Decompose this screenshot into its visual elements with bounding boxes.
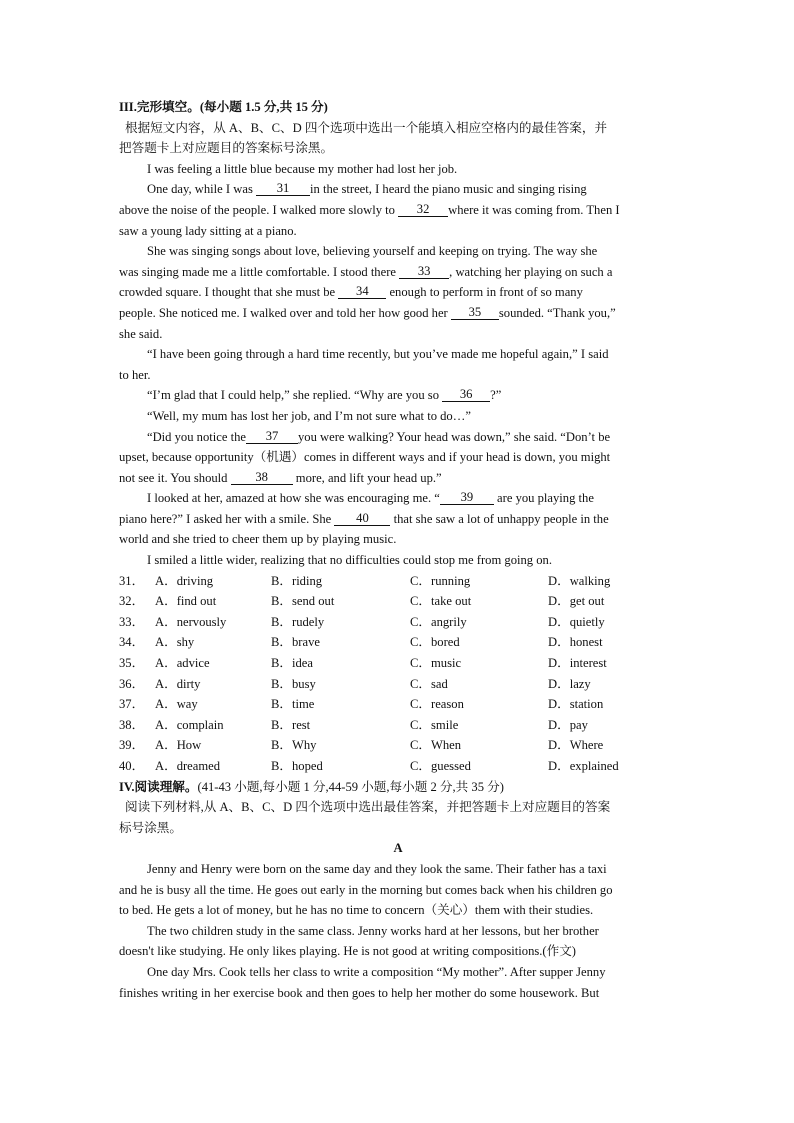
section-4-instruction-line-1: 阅读下列材料,从 A、B、C、D 四个选项中选出最佳答案，并把答题卡上对应题目的答案 <box>125 800 611 815</box>
option-d: D．walking <box>548 573 611 588</box>
passage-line: people. She noticed me. I walked over and told her how good her 35 sounded. “Thank you,” <box>119 304 616 320</box>
option-a: A．find out <box>155 594 217 609</box>
option-d: D．honest <box>548 635 603 650</box>
passage-line: above the noise of the people. I walked more slowly to 32 where it was coming from. Then I <box>119 201 620 217</box>
option-row-40: 40． A．dreamed B．hoped C．guessed D．explained <box>119 756 677 777</box>
option-c: C．reason <box>410 697 464 712</box>
option-c: C．take out <box>410 594 472 609</box>
option-b: B．idea <box>271 656 313 671</box>
blank-34: 34 <box>338 284 386 299</box>
option-c: C．bored <box>410 635 460 650</box>
option-a: A．driving <box>155 573 214 588</box>
blank-35: 35 <box>451 305 499 320</box>
option-a: A．shy <box>155 635 195 650</box>
option-b: B．time <box>271 697 315 712</box>
option-b: B．brave <box>271 635 320 650</box>
option-d: D．station <box>548 697 604 712</box>
option-c: C．When <box>410 738 462 753</box>
option-b: B．hoped <box>271 759 323 773</box>
passage-line: crowded square. I thought that she must be 34 enough to perform in front of so many <box>119 284 583 300</box>
passage-a-line: doesn't like studying. He only likes playing. He is not good at writing compositions.(作文) <box>119 944 577 959</box>
option-c: C．running <box>410 573 471 588</box>
section-3-title: III.完形填空。(每小题 1.5 分,共 15 分) <box>119 100 328 114</box>
passage-line: upset, because opportunity（机遇）comes in different ways and if your head is down, you might <box>119 450 611 465</box>
option-b: B．Why <box>271 738 317 753</box>
option-a: A．advice <box>155 656 210 671</box>
option-b: B．rudely <box>271 614 325 629</box>
option-row-36: 36． A．dirty B．busy C．sad D．lazy <box>119 674 677 695</box>
passage-line: “Did you notice the 37 you were walking? Your head was down,” she said. “Don’t be <box>147 428 611 444</box>
passage-line: I smiled a little wider, realizing that no difficulties could stop me from going on. <box>147 553 552 568</box>
section-4-title: IV.阅读理解。(41-43 小题,每小题 1 分,44-59 小题,每小题 2 分,共 35 分) <box>119 779 504 794</box>
passage-a-line: One day Mrs. Cook tells her class to write a composition “My mother”. After supper Jenny <box>147 964 606 979</box>
option-c: C．angrily <box>410 614 467 629</box>
option-b: B．rest <box>271 717 311 732</box>
option-d: D．explained <box>548 759 619 773</box>
passage-a-line: finishes writing in her exercise book and then goes to help her mother do some housework. But <box>119 985 600 1000</box>
blank-32: 32 <box>398 202 448 217</box>
option-a: A．way <box>155 697 198 712</box>
blank-37: 37 <box>246 429 298 444</box>
passage-line: was singing made me a little comfortable. I stood there 33 , watching her playing on such a <box>119 263 613 279</box>
passage-line: world and she tried to cheer them up by playing music. <box>119 532 397 547</box>
passage-a-heading: A <box>393 841 403 856</box>
option-c: C．sad <box>410 676 448 691</box>
passage-line: to her. <box>119 367 151 382</box>
option-d: D．get out <box>548 594 605 609</box>
passage-line: piano here?” I asked her with a smile. She 40 that she saw a lot of unhappy people in the <box>119 510 609 526</box>
passage-a-line: to bed. He gets a lot of money, but he has no time to concern（关心）them with their studies. <box>119 903 594 918</box>
option-b: B．riding <box>271 573 323 588</box>
blank-40: 40 <box>334 511 390 526</box>
blank-38: 38 <box>231 470 293 485</box>
option-row-39: 39． A．How B．Why C．When D．Where <box>119 735 677 756</box>
option-a: A．complain <box>155 717 224 732</box>
option-row-33: 33． A．nervously B．rudely C．angrily D．quietly <box>119 612 677 633</box>
option-b: B．send out <box>271 594 335 609</box>
passage-line: she said. <box>119 326 163 341</box>
passage-a-line: Jenny and Henry were born on the same day and they look the same. Their father has a taxi <box>147 861 607 876</box>
option-c: C．guessed <box>410 759 471 773</box>
option-row-38: 38． A．complain B．rest C．smile D．pay <box>119 715 677 736</box>
passage-line: One day, while I was 31 in the street, I heard the piano music and singing rising <box>147 181 587 197</box>
blank-31: 31 <box>256 181 310 196</box>
passage-paragraph-1: I was feeling a little blue because my mother had lost her job. <box>147 161 458 176</box>
passage-line: saw a young lady sitting at a piano. <box>119 223 297 238</box>
option-row-35: 35． A．advice B．idea C．music D．interest <box>119 653 677 674</box>
option-a: A．dirty <box>155 676 201 691</box>
option-d: D．quietly <box>548 614 605 629</box>
blank-33: 33 <box>399 264 449 279</box>
passage-line: She was singing songs about love, believing yourself and keeping on trying. The way she <box>147 244 598 259</box>
passage-line: “I’m glad that I could help,” she replied. “Why are you so 36 ?” <box>147 387 502 403</box>
option-row-31: 31． A．driving B．riding C．running D．walking <box>119 571 677 592</box>
option-a: A．nervously <box>155 614 227 629</box>
passage-line: not see it. You should 38 more, and lift your head up.” <box>119 469 442 485</box>
option-d: D．Where <box>548 738 604 753</box>
passage-line: I looked at her, amazed at how she was encouraging me. “ 39 are you playing the <box>147 490 594 506</box>
option-d: D．pay <box>548 717 588 732</box>
passage-line: “I have been going through a hard time recently, but you’ve made me hopeful again,” I said <box>147 347 609 362</box>
option-row-37: 37． A．way B．time C．reason D．station <box>119 694 677 715</box>
section-4-instruction-line-2: 标号涂黑。 <box>119 820 182 835</box>
options-list <box>119 571 677 777</box>
section-3-instruction-line-2: 把答题卡上对应题目的答案标号涂黑。 <box>119 141 334 156</box>
exam-page <box>119 97 677 1003</box>
option-d: D．interest <box>548 656 607 671</box>
blank-36: 36 <box>442 387 490 402</box>
option-c: C．music <box>410 656 462 671</box>
option-a: A．dreamed <box>155 759 221 773</box>
option-b: B．busy <box>271 676 316 691</box>
section-3-instruction-line-1: 根据短文内容，从 A、B、C、D 四个选项中选出一个能填入相应空格内的最佳答案，并 <box>125 120 608 135</box>
option-a: A．How <box>155 738 202 753</box>
passage-a-line: and he is busy all the time. He goes out early in the morning but comes back when his children go <box>119 882 613 897</box>
passage-a-line: The two children study in the same class. Jenny works hard at her lessons, but her brother <box>147 923 599 938</box>
passage-line: “Well, my mum has lost her job, and I’m not sure what to do…” <box>147 408 471 423</box>
option-row-32: 32． A．find out B．send out C．take out D．get out <box>119 591 677 612</box>
option-c: C．smile <box>410 717 459 732</box>
option-d: D．lazy <box>548 676 591 691</box>
blank-39: 39 <box>440 490 494 505</box>
option-row-34: 34． A．shy B．brave C．bored D．honest <box>119 632 677 653</box>
